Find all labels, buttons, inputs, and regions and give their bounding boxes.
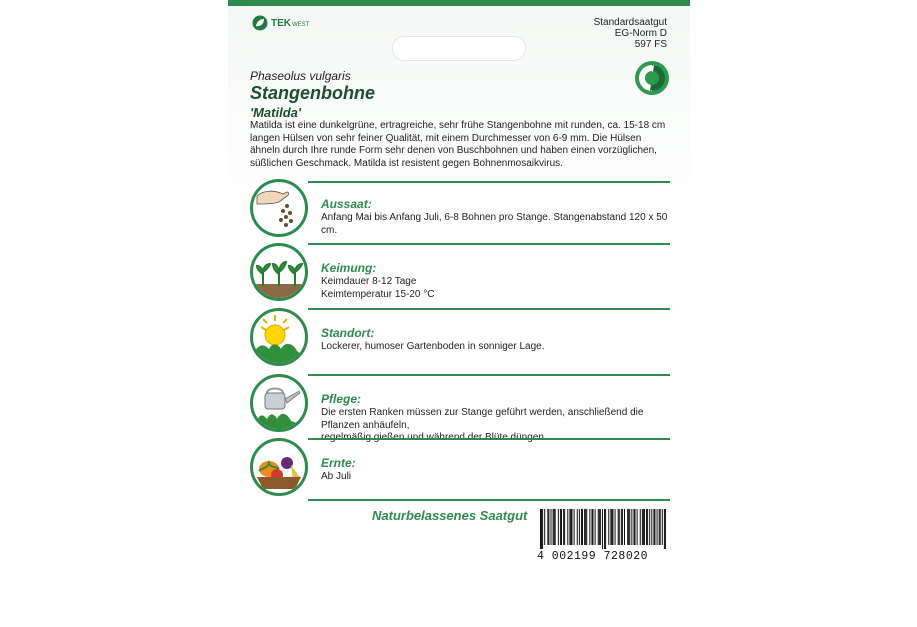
barcode-bar — [581, 509, 582, 545]
barcode-bar — [569, 509, 570, 545]
watering-can-icon — [253, 377, 305, 429]
barcode-bar — [544, 509, 545, 545]
barcode-bar — [577, 509, 578, 545]
barcode-bar — [611, 509, 612, 545]
barcode-bar — [560, 509, 561, 545]
barcode-bar — [621, 509, 622, 545]
barcode-bar — [647, 509, 648, 545]
section-text — [321, 471, 673, 484]
section-pflege — [250, 374, 670, 436]
barcode-bar — [595, 509, 596, 545]
barcode-bar — [599, 509, 600, 545]
brand-name: TEK — [271, 17, 291, 29]
barcode-bar — [542, 509, 543, 549]
section-title: Keimung: — [321, 261, 377, 275]
seedlings-icon — [253, 246, 305, 298]
barcode-bar — [561, 509, 562, 545]
barcode-bar — [629, 509, 630, 545]
section-text — [321, 212, 673, 237]
barcode-bar — [540, 509, 541, 549]
barcode-bar — [635, 509, 636, 545]
barcode-bar — [618, 509, 619, 545]
barcode-bar — [643, 509, 644, 545]
barcode-bar — [631, 509, 632, 545]
sowing-hand-icon — [253, 182, 305, 234]
barcode-bar — [593, 509, 594, 545]
barcode-bar — [600, 509, 601, 545]
barcode-bar — [589, 509, 590, 545]
barcode-bar — [555, 509, 556, 545]
barcode-bar — [637, 509, 638, 545]
barcode-bar — [547, 509, 548, 545]
norm-line: Standardsaatgut — [593, 17, 667, 28]
barcode-bar — [572, 509, 573, 545]
barcode-bar — [586, 509, 587, 545]
norm-line: 597 FS — [634, 39, 667, 50]
barcode-bar — [651, 509, 652, 545]
barcode-bar — [640, 509, 641, 545]
barcode-bar — [644, 509, 645, 545]
barcode-bar — [574, 509, 575, 545]
barcode-bar — [642, 509, 643, 545]
seed-standard-info — [594, 17, 667, 50]
barcode-bar — [610, 509, 611, 545]
barcode-bars — [540, 509, 666, 549]
section-keimung — [250, 243, 670, 305]
barcode-digits: 4 002199 728020 — [537, 550, 649, 563]
section-standort — [250, 308, 670, 370]
barcode-bar — [604, 509, 605, 549]
brand-logo — [252, 15, 309, 31]
section-line: Die ersten Ranken müssen zur Stange geführt werden, anschließend die Pflanzen anhäufeln, — [321, 407, 644, 431]
barcode-bar — [612, 509, 613, 545]
label-slot — [392, 36, 526, 61]
barcode-bar — [602, 509, 603, 549]
divider — [308, 181, 670, 183]
section-line: Ab Juli — [321, 471, 352, 482]
brand-suffix: WEST — [292, 21, 310, 28]
barcode-bar — [662, 509, 663, 545]
barcode-bar — [585, 509, 586, 545]
barcode-bar — [598, 509, 599, 545]
barcode-bar — [584, 509, 585, 545]
seed-packet-back — [228, 0, 690, 627]
latin-name: Phaseolus vulgaris — [250, 69, 351, 83]
norm-line: EG-Norm D — [614, 28, 667, 39]
barcode-bar — [554, 509, 555, 545]
barcode-bar — [627, 509, 628, 545]
barcode-bar — [605, 509, 606, 549]
section-line: Anfang Mai bis Anfang Juli, 6-8 Bohnen pro Stange. Stangenabstand 120 x 50 cm. — [321, 212, 668, 236]
section-title: Aussaat: — [321, 197, 372, 211]
section-line: Keimdauer 8-12 Tage — [321, 276, 417, 287]
barcode-bar — [653, 509, 654, 545]
plant-name: Stangenbohne — [250, 83, 375, 103]
barcode-bar — [608, 509, 609, 545]
barcode-bar — [615, 509, 616, 545]
barcode-bar — [570, 509, 571, 545]
plant-description: Matilda ist eine dunkelgrüne, ertragreiche, sehr frühe Stangenbohne mit runden, ca. 15-18 cm langen Hülsen von sehr feiner Qualität, mit einem Durchmesser von 6-9 mm. Die Hülsen ähneln durch Ihre runde Form sehr denen von Buschbohnen und haben einen vorzüglichen, süßlichen Geschmack. Matilda ist resistent gegen Bohnenmosaikvirus. — [250, 120, 666, 170]
sun-icon — [253, 311, 305, 363]
barcode-bar — [660, 509, 661, 545]
tagline: Naturbelassenes Saatgut — [372, 508, 528, 523]
section-aussaat — [250, 179, 670, 241]
barcode-bar — [541, 509, 542, 549]
leaf-logo-icon — [252, 15, 268, 31]
barcode-bar — [564, 509, 565, 545]
section-ernte — [250, 438, 670, 500]
divider — [308, 243, 670, 245]
section-line: Lockerer, humoser Gartenboden in sonniger Lage. — [321, 341, 545, 352]
barcode-bar — [664, 509, 665, 549]
barcode-bar — [551, 509, 552, 545]
barcode-bar — [579, 509, 580, 545]
divider — [308, 438, 670, 440]
barcode-bar — [582, 509, 583, 545]
barcode-bar — [591, 509, 592, 545]
green-dot-recycling-icon — [634, 60, 670, 96]
barcode-bar — [628, 509, 629, 545]
section-text — [321, 276, 673, 301]
divider — [308, 308, 670, 310]
section-title: Pflege: — [321, 392, 362, 406]
barcode-bar — [654, 509, 655, 545]
harvest-basket-icon — [253, 441, 305, 493]
barcode-bar — [558, 509, 559, 545]
section-text — [321, 341, 673, 354]
divider — [308, 374, 670, 376]
barcode-bar — [563, 509, 564, 545]
ean-barcode — [534, 505, 672, 569]
barcode-bar — [619, 509, 620, 545]
divider — [308, 499, 670, 501]
section-line: Keimtemperatur 15-20 °C — [321, 288, 435, 300]
barcode-bar — [633, 509, 634, 545]
barcode-bar — [624, 509, 625, 545]
barcode-bar — [659, 509, 660, 545]
section-title: Standort: — [321, 326, 375, 340]
barcode-bar — [657, 509, 658, 545]
barcode-bar — [553, 509, 554, 545]
barcode-bar — [567, 509, 568, 545]
barcode-bar — [646, 509, 647, 545]
barcode-bar — [548, 509, 549, 545]
barcode-bar — [622, 509, 623, 545]
variety-name: 'Matilda' — [250, 105, 301, 120]
barcode-bar — [649, 509, 650, 545]
barcode-bar — [665, 509, 666, 549]
section-title: Ernte: — [321, 456, 356, 470]
